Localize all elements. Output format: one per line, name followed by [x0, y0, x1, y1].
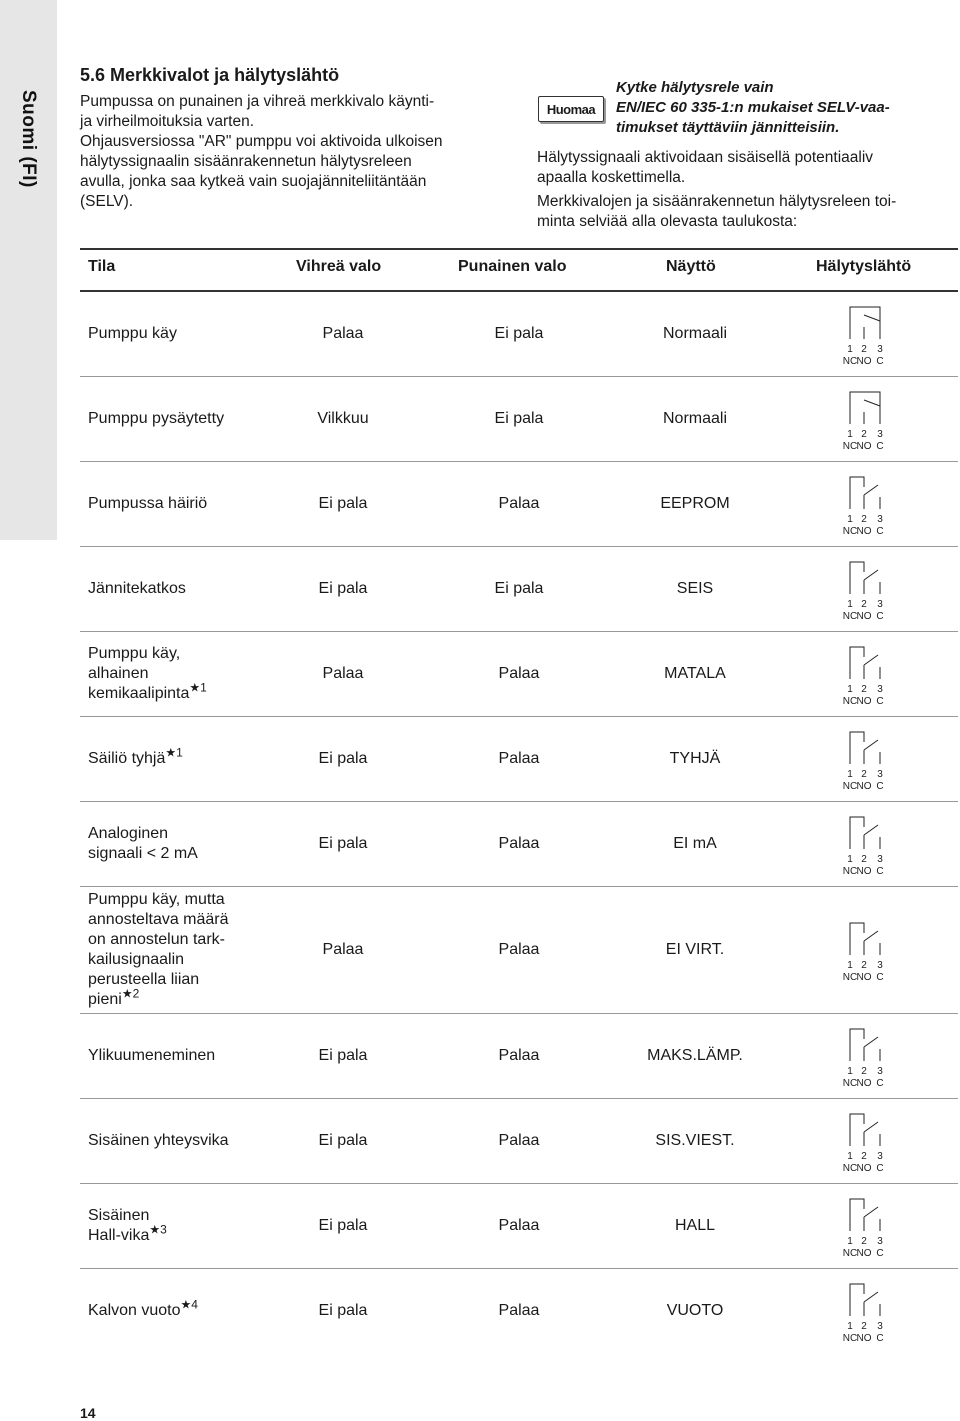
row-green-light: Palaa	[322, 941, 364, 958]
row-state-line: Pumppu käy, mutta	[88, 891, 225, 908]
relay-contact-icon	[842, 554, 892, 624]
row-state	[88, 824, 288, 864]
table-row	[80, 1184, 958, 1268]
row-state	[88, 579, 288, 599]
row-green-light: Ei pala	[318, 750, 368, 767]
relay-terminal-2: 2	[861, 514, 867, 525]
row-green-light: Ei pala	[318, 580, 368, 597]
relay-terminal-2: 2	[861, 1236, 867, 1247]
relay-terminal-1: 1	[847, 1151, 853, 1162]
relay-contact-icon	[842, 1106, 892, 1176]
relay-terminal-2: 2	[861, 684, 867, 695]
row-state-line: Pumppu käy,	[88, 645, 181, 662]
relay-terminal-3: 3	[877, 960, 883, 971]
relay-c-label: C	[876, 526, 884, 537]
relay-nc-label: NC	[842, 1333, 858, 1344]
relay-nc-label: NC	[842, 1163, 858, 1174]
relay-terminal-1: 1	[847, 1066, 853, 1077]
row-red-light: Palaa	[498, 665, 540, 682]
relay-no-label: NO	[856, 1163, 872, 1174]
relay-contact-icon	[842, 469, 892, 539]
row-red-light: Palaa	[498, 750, 540, 767]
relay-terminal-2: 2	[861, 1066, 867, 1077]
relay-terminal-3: 3	[877, 769, 883, 780]
relay-terminal-1: 1	[847, 854, 853, 865]
table-top-rule	[80, 248, 958, 250]
relay-terminal-1: 1	[847, 1321, 853, 1332]
relay-contact-icon	[842, 809, 892, 879]
row-state-line: signaali < 2 mA	[88, 845, 198, 862]
relay-terminal-1: 1	[847, 769, 853, 780]
relay-contact-icon	[842, 915, 892, 985]
header-alarm: Hälytyslähtö	[816, 258, 912, 275]
relay-terminal-1: 1	[847, 960, 853, 971]
row-display: MATALA	[664, 665, 726, 682]
row-red-light: Palaa	[498, 1132, 540, 1149]
relay-no-label: NO	[856, 781, 872, 792]
row-state-line: Pumpussa häiriö	[88, 495, 208, 512]
footnote-star-icon: ★	[180, 1297, 192, 1312]
relay-terminal-3: 3	[877, 1066, 883, 1077]
language-label: Suomi (FI)	[18, 90, 39, 188]
relay-contact-icon	[842, 1276, 892, 1346]
relay-terminal-2: 2	[861, 769, 867, 780]
relay-terminal-2: 2	[861, 854, 867, 865]
right-p1-line1: Hälytyssignaali aktivoidaan sisäisellä potentiaaliv	[537, 149, 874, 166]
row-red-light: Ei pala	[494, 410, 544, 427]
row-state-line: annosteltava määrä	[88, 911, 229, 928]
relay-no-label: NO	[856, 866, 872, 877]
footnote-number: 3	[160, 1222, 167, 1237]
row-state	[88, 745, 288, 769]
relay-nc-label: NC	[842, 611, 858, 622]
relay-c-label: C	[876, 781, 884, 792]
row-state-line: alhainen	[88, 665, 149, 682]
relay-terminal-2: 2	[861, 960, 867, 971]
relay-terminal-1: 1	[847, 344, 853, 355]
relay-terminal-3: 3	[877, 514, 883, 525]
right-para-2	[537, 192, 957, 232]
relay-no-label: NO	[856, 611, 872, 622]
table-row	[80, 632, 958, 716]
row-state-line: Sisäinen yhteysvika	[88, 1132, 229, 1149]
row-state	[88, 409, 288, 429]
footnote-star-icon: ★	[189, 680, 201, 695]
footnote-number: 2	[132, 986, 140, 1001]
relay-contact-icon	[842, 639, 892, 709]
relay-c-label: C	[876, 972, 884, 983]
row-state-line: Kalvon vuoto	[88, 1302, 181, 1319]
header-state: Tila	[88, 258, 116, 275]
row-display: Normaali	[662, 325, 727, 342]
relay-nc-label: NC	[842, 1078, 858, 1089]
relay-c-label: C	[876, 1078, 884, 1089]
intro-p2-line3: avulla, jonka saa kytkeä vain suojajänniteliitäntään	[80, 173, 427, 190]
relay-terminal-3: 3	[877, 684, 883, 695]
relay-terminal-1: 1	[847, 599, 853, 610]
relay-terminal-3: 3	[877, 599, 883, 610]
row-green-light: Palaa	[322, 665, 364, 682]
row-green-light: Palaa	[322, 325, 364, 342]
row-red-light: Ei pala	[494, 580, 544, 597]
row-state	[88, 644, 288, 704]
right-para-1	[537, 148, 957, 188]
row-state-line: kemikaalipinta	[88, 685, 190, 702]
relay-nc-label: NC	[842, 696, 858, 707]
row-display: EI mA	[673, 835, 717, 852]
row-state-line: pieni	[88, 991, 122, 1008]
intro-p1-line1: Pumpussa on punainen ja vihreä merkkivalo käynti-	[80, 93, 435, 110]
intro-para-2	[80, 132, 520, 212]
row-state-line: Jännitekatkos	[88, 580, 186, 597]
relay-terminal-3: 3	[877, 1151, 883, 1162]
row-green-light: Ei pala	[318, 1217, 368, 1234]
relay-no-label: NO	[856, 972, 872, 983]
relay-terminal-2: 2	[861, 1151, 867, 1162]
table-row	[80, 887, 958, 1013]
relay-no-label: NO	[856, 526, 872, 537]
relay-terminal-1: 1	[847, 514, 853, 525]
relay-terminal-2: 2	[861, 1321, 867, 1332]
row-state-line: kailusignaalin	[88, 951, 185, 968]
header-display: Näyttö	[666, 258, 716, 275]
relay-no-label: NO	[856, 441, 872, 452]
row-state	[88, 1046, 288, 1066]
intro-p2-line1: Ohjausversiossa "AR" pumppu voi aktivoida ulkoisen	[80, 133, 443, 150]
row-red-light: Palaa	[498, 1047, 540, 1064]
header-red: Punainen valo	[458, 258, 567, 275]
row-state-line: Sisäinen	[88, 1207, 150, 1224]
table-row	[80, 1269, 958, 1353]
intro-p2-line4: (SELV).	[80, 193, 134, 210]
row-display: EEPROM	[660, 495, 730, 512]
relay-contact-icon	[842, 724, 892, 794]
relay-nc-label: NC	[842, 781, 858, 792]
table-row	[80, 377, 958, 461]
right-p2-line1: Merkkivalojen ja sisäänrakennetun hälytysreleen toi-	[537, 193, 897, 210]
footnote-star-icon: ★	[165, 745, 177, 760]
relay-c-label: C	[876, 611, 884, 622]
relay-terminal-3: 3	[877, 1321, 883, 1332]
row-green-light: Ei pala	[318, 1132, 368, 1149]
relay-contact-icon	[842, 1021, 892, 1091]
row-state-line: Analoginen	[88, 825, 169, 842]
relay-terminal-1: 1	[847, 684, 853, 695]
table-row	[80, 717, 958, 801]
relay-c-label: C	[876, 1163, 884, 1174]
row-red-light: Palaa	[498, 495, 540, 512]
row-display: TYHJÄ	[669, 750, 721, 767]
table-header	[80, 258, 958, 282]
page-number: 14	[80, 1405, 96, 1421]
section-title: 5.6 Merkkivalot ja hälytyslähtö	[80, 65, 340, 85]
header-green: Vihreä valo	[296, 258, 382, 275]
relay-contact-icon	[842, 299, 892, 369]
table-row	[80, 1014, 958, 1098]
table-row	[80, 802, 958, 886]
relay-nc-label: NC	[842, 866, 858, 877]
row-state	[88, 1206, 288, 1246]
note-text	[616, 78, 960, 138]
relay-nc-label: NC	[842, 441, 858, 452]
relay-terminal-2: 2	[861, 429, 867, 440]
row-display: MAKS.LÄMP.	[647, 1047, 743, 1064]
row-display: HALL	[674, 1217, 716, 1234]
row-green-light: Ei pala	[318, 1302, 368, 1319]
relay-c-label: C	[876, 356, 884, 367]
table-row	[80, 1099, 958, 1183]
relay-nc-label: NC	[842, 972, 858, 983]
row-state-line: Pumppu käy	[88, 325, 177, 342]
row-display: VUOTO	[666, 1302, 724, 1319]
intro-p1-line2: ja virheilmoituksia varten.	[80, 113, 255, 130]
row-display: SEIS	[676, 580, 714, 597]
relay-terminal-2: 2	[861, 344, 867, 355]
row-state	[88, 890, 288, 1010]
note-line2: EN/IEC 60 335-1:n mukaiset SELV-vaa-	[616, 99, 890, 116]
row-red-light: Palaa	[498, 835, 540, 852]
row-state-line: Ylikuumeneminen	[88, 1047, 216, 1064]
relay-contact-icon	[842, 384, 892, 454]
relay-terminal-3: 3	[877, 854, 883, 865]
row-state-line: perusteella liian	[88, 971, 200, 988]
relay-terminal-2: 2	[861, 599, 867, 610]
row-state	[88, 324, 288, 344]
row-state	[88, 494, 288, 514]
row-red-light: Palaa	[498, 1302, 540, 1319]
row-display: SIS.VIEST.	[655, 1132, 735, 1149]
right-p2-line2: minta selviää alla olevasta taulukosta:	[537, 213, 798, 230]
row-display: Normaali	[662, 410, 727, 427]
footnote-number: 1	[200, 680, 207, 695]
relay-c-label: C	[876, 696, 884, 707]
footnote-star-icon: ★	[149, 1222, 161, 1237]
row-display: EI VIRT.	[665, 941, 725, 958]
language-tab	[0, 0, 57, 540]
footnote-number: 1	[176, 745, 183, 760]
row-state	[88, 1297, 288, 1321]
relay-terminal-1: 1	[847, 429, 853, 440]
intro-para-1	[80, 92, 520, 132]
row-red-light: Ei pala	[494, 325, 544, 342]
row-red-light: Palaa	[498, 1217, 540, 1234]
footnote-number: 4	[191, 1297, 198, 1312]
row-state	[88, 1131, 288, 1151]
row-green-light: Ei pala	[318, 835, 368, 852]
row-green-light: Ei pala	[318, 1047, 368, 1064]
note-badge: Huomaa	[538, 96, 604, 122]
relay-terminal-1: 1	[847, 1236, 853, 1247]
table-row	[80, 547, 958, 631]
footnote-star-icon: ★	[121, 986, 133, 1001]
row-state-line: Hall-vika	[88, 1227, 150, 1244]
note-line3: timukset täyttäviin jännitteisiin.	[616, 119, 840, 136]
intro-p2-line2: hälytyssignaalin sisäänrakennetun hälytysreleen	[80, 153, 412, 170]
row-green-light: Vilkkuu	[317, 410, 369, 427]
relay-c-label: C	[876, 866, 884, 877]
relay-nc-label: NC	[842, 526, 858, 537]
table-row	[80, 462, 958, 546]
relay-c-label: C	[876, 1333, 884, 1344]
relay-terminal-3: 3	[877, 1236, 883, 1247]
relay-contact-icon	[842, 1191, 892, 1261]
note-line1: Kytke hälytysrele vain	[616, 79, 774, 96]
section-intro	[80, 64, 520, 212]
row-state-line: Säiliö tyhjä	[88, 750, 166, 767]
relay-nc-label: NC	[842, 1248, 858, 1259]
relay-no-label: NO	[856, 356, 872, 367]
relay-nc-label: NC	[842, 356, 858, 367]
right-p1-line2: apaalla koskettimella.	[537, 169, 686, 186]
relay-no-label: NO	[856, 1078, 872, 1089]
relay-no-label: NO	[856, 1333, 872, 1344]
relay-no-label: NO	[856, 696, 872, 707]
relay-c-label: C	[876, 441, 884, 452]
relay-no-label: NO	[856, 1248, 872, 1259]
row-state-line: Pumppu pysäytetty	[88, 410, 225, 427]
table-row	[80, 292, 958, 376]
relay-terminal-3: 3	[877, 344, 883, 355]
row-state-line: on annostelun tark-	[88, 931, 225, 948]
relay-c-label: C	[876, 1248, 884, 1259]
row-green-light: Ei pala	[318, 495, 368, 512]
relay-terminal-3: 3	[877, 429, 883, 440]
row-red-light: Palaa	[498, 941, 540, 958]
